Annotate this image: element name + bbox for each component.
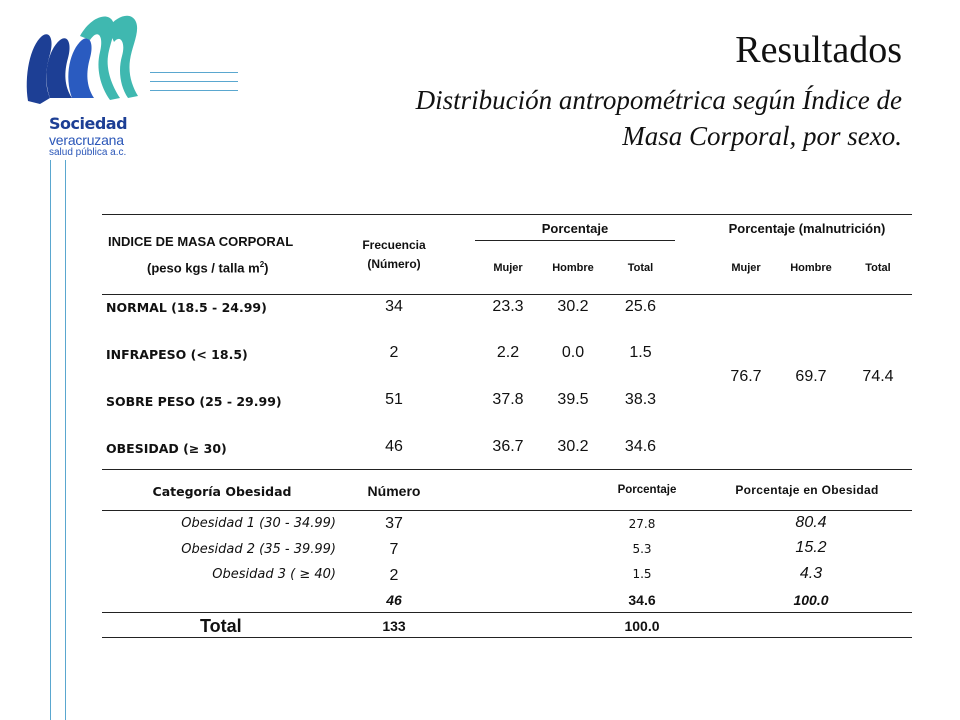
row-total: 34.6 bbox=[624, 438, 657, 455]
total-pct: 100.0 bbox=[624, 618, 660, 634]
ob-row-pct: 5.3 bbox=[632, 542, 652, 556]
ob-row-label: Obesidad 3 ( ≥ 40) bbox=[212, 567, 336, 582]
ob-sum-pct: 34.6 bbox=[628, 592, 656, 608]
imc-table bbox=[102, 214, 912, 640]
logo-text-veracruzana: veracruzana bbox=[49, 132, 124, 148]
ob-pct-ob-header: Porcentaje en Obesidad bbox=[735, 483, 879, 497]
freq-header-line2: (Número) bbox=[367, 257, 421, 271]
row-freq: 46 bbox=[385, 438, 403, 455]
imc-header-close: ) bbox=[264, 260, 269, 276]
ob-row-label: Obesidad 1 (30 - 34.99) bbox=[181, 516, 336, 531]
row-hombre: 30.2 bbox=[557, 438, 589, 455]
ob-row-num: 2 bbox=[389, 567, 399, 584]
deco-line bbox=[50, 160, 51, 720]
table-rule bbox=[102, 469, 912, 470]
row-total: 38.3 bbox=[624, 391, 657, 408]
row-label: OBESIDAD (≥ 30) bbox=[106, 441, 227, 456]
ob-row-pct: 27.8 bbox=[628, 517, 656, 531]
ob-pct-header: Porcentaje bbox=[617, 484, 677, 496]
imc-header-line2 bbox=[147, 260, 269, 275]
row-hombre: 0.0 bbox=[561, 344, 585, 361]
table-rule bbox=[102, 612, 912, 613]
row-mujer: 37.8 bbox=[492, 391, 524, 408]
ob-row-pct-ob: 15.2 bbox=[795, 539, 827, 556]
row-hombre: 30.2 bbox=[557, 298, 589, 315]
col-mal-total: Total bbox=[865, 262, 891, 274]
page-subtitle bbox=[302, 82, 902, 154]
ob-row-pct-ob: 80.4 bbox=[795, 514, 827, 531]
row-mujer: 23.3 bbox=[492, 298, 524, 315]
logo-text-salud: salud pública a.c. bbox=[49, 147, 127, 158]
row-freq: 34 bbox=[385, 298, 403, 315]
ob-row-pct: 1.5 bbox=[632, 567, 652, 581]
mal-mujer-value: 76.7 bbox=[730, 368, 762, 385]
col-mal-hombre: Hombre bbox=[790, 262, 832, 274]
deco-line bbox=[150, 72, 238, 73]
row-label: SOBRE PESO (25 - 29.99) bbox=[106, 394, 282, 409]
imc-header-sup: 2 bbox=[259, 260, 265, 269]
subtitle-line-2: Masa Corporal, por sexo. bbox=[622, 121, 902, 151]
total-num: 133 bbox=[382, 618, 406, 634]
row-freq: 2 bbox=[389, 344, 399, 361]
table-rule bbox=[102, 510, 912, 511]
mal-total-value: 74.4 bbox=[862, 368, 894, 385]
row-mujer: 36.7 bbox=[492, 438, 524, 455]
pct-header: Porcentaje bbox=[541, 221, 609, 236]
row-label: NORMAL (18.5 - 24.99) bbox=[106, 300, 267, 315]
logo-mark-icon bbox=[20, 6, 150, 111]
mal-hombre-value: 69.7 bbox=[795, 368, 827, 385]
row-total: 1.5 bbox=[629, 344, 652, 361]
deco-line bbox=[150, 90, 238, 91]
deco-line bbox=[150, 81, 238, 82]
ob-num-header: Número bbox=[367, 483, 421, 499]
sociedad-logo bbox=[20, 6, 150, 156]
row-hombre: 39.5 bbox=[557, 391, 589, 408]
subtitle-line-1: Distribución antropométrica según Índice de bbox=[415, 85, 902, 115]
ob-sum-num: 46 bbox=[386, 592, 402, 608]
table-rule bbox=[475, 240, 675, 241]
table-rule bbox=[102, 637, 912, 638]
row-label: INFRAPESO (< 18.5) bbox=[106, 347, 248, 362]
logo-text-sociedad: Sociedad bbox=[49, 114, 128, 133]
ob-row-pct-ob: 4.3 bbox=[799, 565, 823, 582]
col-mal-mujer: Mujer bbox=[731, 262, 761, 274]
row-freq: 51 bbox=[385, 391, 403, 408]
row-total: 25.6 bbox=[624, 298, 657, 315]
ob-row-num: 7 bbox=[389, 541, 399, 558]
ob-cat-header: Categoría Obesidad bbox=[152, 484, 292, 499]
ob-row-num: 37 bbox=[385, 515, 403, 532]
page-title: Resultados bbox=[735, 29, 902, 71]
row-mujer: 2.2 bbox=[496, 344, 520, 361]
table-rule bbox=[102, 294, 912, 295]
col-total: Total bbox=[627, 262, 654, 274]
pct-mal-header: Porcentaje (malnutrición) bbox=[728, 221, 886, 236]
total-label: Total bbox=[200, 616, 242, 636]
table-rule bbox=[102, 214, 912, 215]
deco-line bbox=[65, 160, 66, 720]
ob-row-label: Obesidad 2 (35 - 39.99) bbox=[181, 542, 336, 557]
col-mujer: Mujer bbox=[493, 262, 523, 274]
ob-sum-pct-ob: 100.0 bbox=[793, 592, 829, 608]
col-hombre: Hombre bbox=[552, 262, 594, 274]
freq-header-line1: Frecuencia bbox=[362, 238, 426, 252]
imc-header-line1: INDICE DE MASA CORPORAL bbox=[108, 234, 294, 249]
imc-header-unit: (peso kgs / talla m bbox=[147, 260, 260, 276]
